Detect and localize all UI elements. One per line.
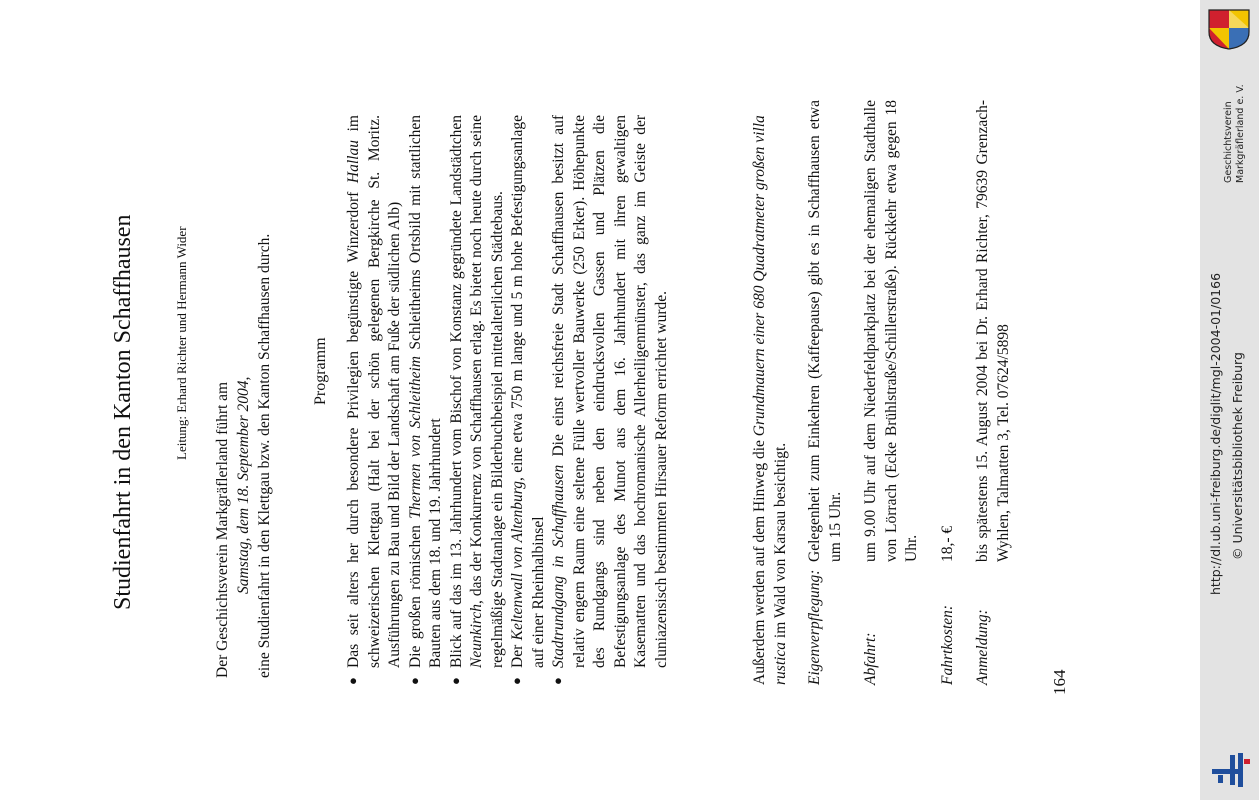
intro-line-1: Der Geschichtsverein Markgräflerland führt am — [214, 381, 231, 678]
page-title: Studienfahrt in den Kanton Schaffhausen — [110, 214, 136, 610]
rotated-sidebar-text — [1200, 0, 1259, 800]
info-row — [805, 100, 846, 685]
society-line-2: Markgräflerland e. V. — [1235, 84, 1246, 183]
info-key: Anmeldung: — [974, 609, 991, 685]
society-line-1: Geschichtsverein — [1223, 101, 1234, 183]
trip-info — [805, 100, 1029, 685]
program-item: ● Das seit alters her durch besondere Privilegien begünstigte Winzerdorf Hallau im schweizerischen Klettgau (Halt bei der schön gelegenen Bergkirche St. Moritz. Ausführungen zu Bau und Bild der Landschaft am Fuße der südlichen Alb) — [345, 115, 403, 685]
program-heading: Programm — [312, 337, 329, 405]
coat-of-arms-icon — [1207, 8, 1251, 50]
info-value: bis spätestens 15. August 2004 bei Dr. Erhard Richter, 79639 Grenzach-Wyhlen, Talmatten 3, Tel. 07624/5898 — [974, 100, 1012, 562]
info-value: um 9.00 Uhr auf dem Niederfeldparkplatz bei der ehemaligen Stadthalle von Lörrach (Ecke Brühlstraße/Schillerstraße). Rückkehr etwa gegen 18 Uhr. — [862, 100, 920, 562]
info-row — [861, 100, 923, 685]
additional-visit-paragraph: Außerdem werden auf dem Hinweg die Grundmauern einer 680 Quadratmeter großen villa rustica im Wald von Karsau besichtigt. — [751, 115, 789, 685]
program-item: ● Blick auf das im 13. Jahrhundert vom Bischof von Konstanz gegründete Landstädtchen Neunkirch, das der Konkurrenz von Schaffhausen erlag. Es bietet noch heute durch seine regelmäßige Stadtanlage ein Bilderbuchbeispiel mittelalterlichen Städtebaus. — [447, 115, 506, 685]
info-value: 18,- € — [938, 525, 956, 562]
info-value: Gelegenheit zum Einkehren (Kaffeepause) gibt es in Schaffhausen etwa um 15 Uhr. — [806, 100, 844, 562]
info-row — [938, 100, 959, 685]
info-row — [973, 100, 1014, 685]
leadership-line: Leitung: Erhard Richter und Hermann Wider — [174, 226, 189, 460]
program-item: ● Der Keltenwall von Altenburg, eine etwa 750 m lange und 5 m hohe Befestigungsanlage auf einer Rheinhalbinsel — [509, 115, 547, 685]
ub-freiburg-logo-icon — [1210, 745, 1252, 787]
permalink-url[interactable]: http://dl.ub.uni-freiburg.de/diglit/mgl-2004-01/0166 — [1208, 272, 1223, 595]
library-sidebar — [1200, 0, 1259, 800]
society-name — [1223, 84, 1247, 183]
info-key: Fahrtkosten: — [938, 604, 956, 685]
intro-line-3: eine Studienfahrt in den Klettgau bzw. den Kanton Schaffhausen durch. — [256, 233, 273, 678]
intro-date: Samstag, dem 18. September 2004, — [235, 376, 252, 594]
program-item: ● Die großen römischen Thermen von Schleitheim Schleitheims Ortsbild mit stattlichen Bauten aus dem 18. und 19. Jahrhundert — [406, 115, 444, 685]
intro-paragraph — [212, 234, 275, 678]
info-key: Abfahrt: — [862, 632, 879, 685]
info-key: Eigenverpflegung: — [806, 569, 823, 685]
copyright-notice: © Universitätsbibliothek Freiburg — [1230, 352, 1245, 560]
page-number: 164 — [1050, 669, 1069, 695]
program-list — [344, 115, 672, 685]
program-item: ● Stadtrundgang in Schaffhausen Die einst reichsfreie Stadt Schaffhausen besitzt auf relativ engem Raum eine seltene Fülle wertvoller Bauwerke (250 Erker). Höhepunkte des Rundgangs sind neben den eindrucksvollen Gassen und Plätzen die Befestigungsanlage des Munot aus dem 16. Jahrhundert mit ihren gewaltigen Kasematten und das hochromanische Allerheiligenmünster, das ganz im Geiste der cluniazensisch bestimmten Hirsauer Reform errichtet wurde. — [550, 115, 670, 685]
